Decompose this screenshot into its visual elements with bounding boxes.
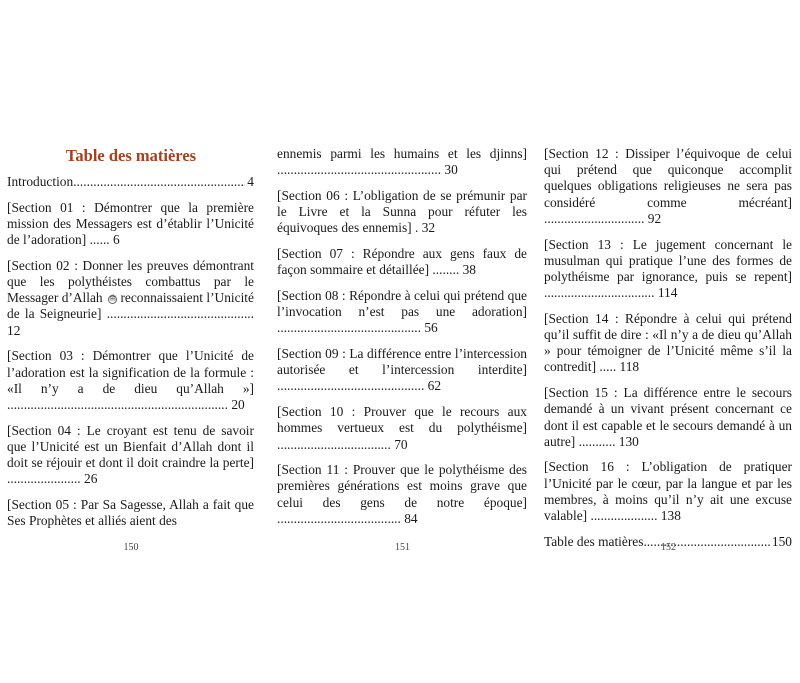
toc-entry-text: [Section 12 : Dissiper l’équivoque de celui qui prétend que quiconque accomplit quelques obligations religieuses ne sera pas considéré comme mécréant] [544,146,792,210]
toc-entry-section-03: [Section 03 : Démontrer que l’Unicité de l’adoration est la signification de la formule : «Il n’y a de dieu qu’Allah »] .................................................................. 20 [7,348,254,412]
toc-entry-section-01: [Section 01 : Démontrer que la première mission des Messagers est d’établir l’Unicité de l’adoration] ...... 6 [7,199,254,248]
toc-title: Table des matières [65,146,197,165]
toc-entry-text: ennemis parmi les humains et les djinns] [277,146,527,161]
toc-entry-page: 6 [113,232,120,248]
honorific-symbol-icon: ﷺ [109,295,117,302]
toc-entry-page: 138 [660,508,681,524]
toc-entry-section-09: [Section 09 : La différence entre l’intercession autorisée et l’intercession interdite] ............................................ 62 [277,346,527,394]
toc-entry-section-08: [Section 08 : Répondre à celui qui prétend que l’invocation n’est pas une adoration] ........................................... 56 [277,287,527,336]
toc-entry-section-06: [Section 06 : L’obligation de se prémunir par le Livre et la Sunna pour réfuter les équivoques des ennemis] . 32 [277,187,527,236]
toc-entry-section-13: [Section 13 : Le jugement concernant le musulman qui pratique l’une des formes de polythéisme par ignorance, puis se repent] ................................. 114 [544,236,792,301]
toc-entry-text-cont: reconnaissaient l’Unicité de la Seigneurie] [7,290,254,322]
toc-entry-page: 118 [619,359,640,375]
toc-entry-text: [Section 02 : Donner les preuves démontrant que les polythéistes combattus par le Messager d’Allah [7,257,254,306]
toc-entry-text: [Section 15 : La différence entre le secours demandé à un vivant présent concernant ce dont il est capable et le secours demandé à un autre] [544,385,792,449]
toc-entry-section-15: [Section 15 : La différence entre le secours demandé à un vivant présent concernant ce dont il est capable et le secours demandé à un autre] ........... 130 [544,385,792,449]
toc-entry-page: 84 [404,510,418,526]
page-number: 150 [123,542,139,553]
toc-entry-text: [Section 06 : L’obligation de se prémunir par le Livre et la Sunna pour réfuter les équivoques des ennemis] [277,187,527,236]
toc-entry-section-10: [Section 10 : Prouver que le recours aux hommes vertueux est du polythéisme] .................................. 70 [277,404,527,452]
toc-entry-text: Introduction ..... [7,174,245,190]
toc-column-1 [7,174,254,539]
toc-entry-section-12: [Section 12 : Dissiper l’équivoque de celui qui prétend que quiconque accomplit quelques obligations religieuses ne sera pas considéré comme mécréant] .............................. 92 [544,146,792,226]
toc-column-3 [544,146,792,559]
toc-entry-page: 4 [247,174,254,189]
toc-entry-section-05 [7,497,254,529]
toc-entry-section-02: [Section 02 : Donner les preuves démontrant que les polythéistes combattus par le Messager d’Allah ﷺ reconnaissaient l’Unicité de la Seigneurie] ............................................ 12 [7,257,254,338]
toc-entry-page: 70 [394,436,408,452]
toc-entry-page: 114 [657,285,678,301]
toc-entry-page: 32 [421,220,436,236]
page-151 [270,0,535,683]
toc-entry-page: 150 [771,533,792,549]
toc-entry-section-11: [Section 11 : Prouver que le polythéisme des premières générations est moins grave que celui des gens de notre époque] ..................................... 84 [277,462,527,526]
toc-entry-text: [Section 08 : Répondre à celui qui prétend que l’invocation n’est pas une adoration] [277,287,527,320]
toc-entry-text: [Section 14 : Répondre à celui qui prétend qu’il suffit de dire : «Il n’y a de dieu qu’Allah » pour témoigner de l’Unicité même s’il la contredit] [544,310,792,375]
toc-entry-text: [Section 05 : Par Sa Sagesse, Allah a fait que Ses Prophètes et alliés aient des [7,496,254,529]
toc-entry-text: [Section 07 : Répondre aux gens faux de façon sommaire et détaillée] [277,246,527,278]
toc-entry-text: [Section 09 : La différence entre l’intercession autorisée et l’intercession interdite] [277,346,527,378]
toc-entry-page: 12 [7,322,21,338]
toc-entry-page: 38 [462,262,476,278]
toc-entry-text: [Section 13 : Le jugement concernant le musulman qui pratique l’une des formes de polythéisme par ignorance, puis se repent] [544,236,792,284]
toc-entry-introduction [7,174,254,190]
toc-entry-text: [Section 16 : L’obligation de pratiquer l’Unicité par le cœur, par la langue et par les membres, à moins qu’il n’y ait une excuse valable] [544,459,792,524]
toc-entry-page: 26 [84,471,98,487]
toc-entry-text: [Section 10 : Prouver que le recours aux hommes vertueux est du polythéisme] [277,404,527,436]
page-150 [0,0,262,683]
toc-entry-section-16: [Section 16 : L’obligation de pratiquer l’Unicité par le cœur, par la langue et par les membres, à moins qu’il n’y ait une excuse valable] .................... 138 [544,459,792,524]
page-number: 152 [661,542,676,553]
toc-entry-text: [Section 03 : Démontrer que l’Unicité de l’adoration est la signification de la formule : «Il n’y a de dieu qu’Allah »] [7,348,254,396]
toc-entry-text: [Section 11 : Prouver que le polythéisme des premières générations est moins grave que celui des gens de notre époque] [277,462,527,510]
page-152 [537,0,800,683]
toc-entry-section-04: [Section 04 : Le croyant est tenu de savoir que l’Unicité est un Bienfait d’Allah dont il doit se réjouir et dont il doit craindre la perte] ...................... 26 [7,422,254,487]
toc-entry-page: 56 [424,320,438,336]
toc-column-2 [277,146,527,537]
toc-entry-page: 20 [231,396,245,412]
toc-entry-page: 30 [444,162,458,178]
toc-entry-section-07: [Section 07 : Répondre aux gens faux de façon sommaire et détaillée] ........ 38 [277,246,527,278]
page-number: 151 [395,542,410,553]
toc-entry-page: 62 [427,378,442,394]
toc-entry-text: Table des matières ..... [544,534,770,550]
toc-entry-text: [Section 01 : Démontrer que la première mission des Messagers est d’établir l’Unicité de l’adoration] [7,199,254,248]
toc-entry-text: [Section 04 : Le croyant est tenu de savoir que l’Unicité est un Bienfait d’Allah dont il doit se réjouir et dont il doit craindre la perte] [7,422,254,471]
toc-entry-page: 92 [647,210,662,226]
toc-entry-section-05-cont: ennemis parmi les humains et les djinns] ................................................. 30 [277,146,527,178]
toc-entry-section-14: [Section 14 : Répondre à celui qui prétend qu’il suffit de dire : «Il n’y a de dieu qu’Allah » pour témoigner de l’Unicité même s’il la contredit] ..... 118 [544,310,792,375]
toc-entry-page: 130 [618,433,639,449]
